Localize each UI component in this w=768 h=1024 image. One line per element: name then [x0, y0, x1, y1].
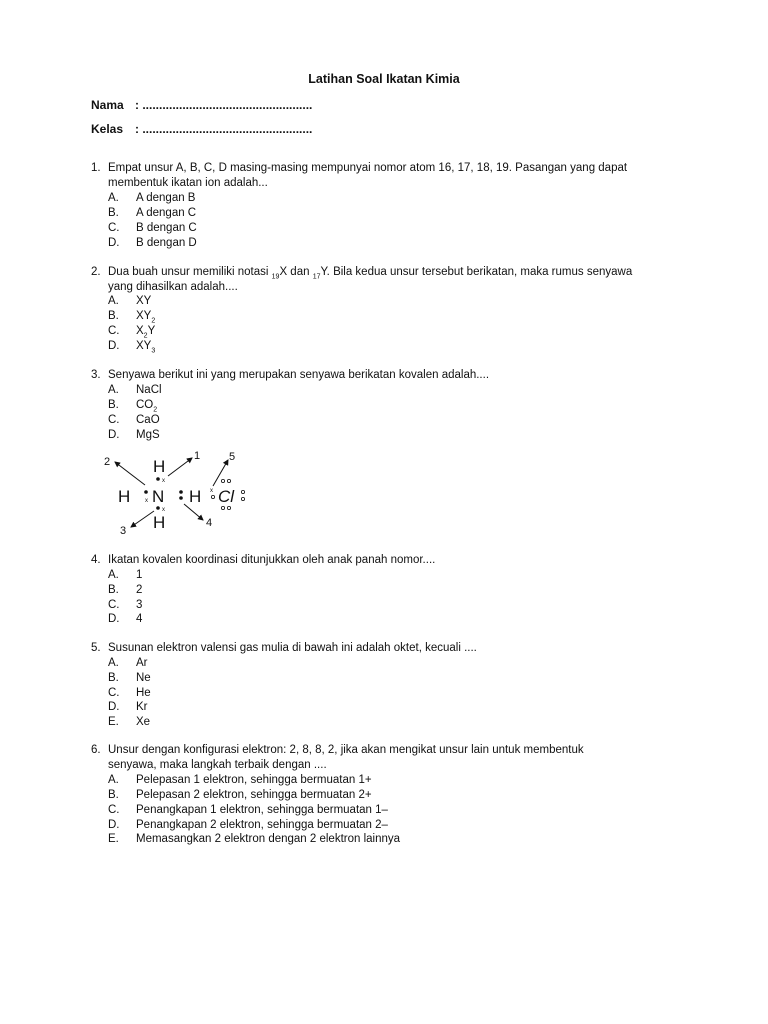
option-text: Penangkapan 1 elektron, sehingga bermuatan 1–	[136, 804, 388, 816]
question-text: Unsur dengan konfigurasi elektron: 2, 8, 8, 2, jika akan mengikat unsur lain untuk membentuk	[108, 744, 584, 756]
option-letter: B.	[108, 399, 119, 411]
option-letter: A.	[108, 295, 119, 307]
option-letter: B.	[108, 310, 119, 322]
option-text: XY	[136, 295, 152, 307]
option-text: A dengan C	[136, 207, 197, 219]
option-letter: A.	[108, 569, 119, 581]
question-text: Susunan elektron valensi gas mulia di bawah ini adalah oktet, kecuali ....	[108, 642, 477, 654]
electron-cross: x	[210, 488, 213, 494]
arrow-1	[168, 458, 192, 476]
option-text: Penangkapan 2 elektron, sehingga bermuatan 2–	[136, 819, 388, 831]
option-text: Ne	[136, 672, 151, 684]
class-field[interactable]	[91, 122, 312, 136]
option-letter: C.	[108, 222, 120, 234]
lewis-structure-figure	[100, 448, 260, 534]
electron-circle	[221, 479, 224, 482]
question-text: membentuk ikatan ion adalah...	[108, 177, 268, 189]
option-text: $XY_2$	[136, 310, 156, 325]
option-3a[interactable]	[108, 383, 162, 398]
arrow-2	[115, 462, 145, 485]
atom-h-bottom: H	[153, 513, 166, 532]
option-text: 4	[136, 613, 143, 625]
atom-n: N	[152, 487, 165, 506]
option-letter: C.	[108, 804, 120, 816]
option-letter: A.	[108, 774, 119, 786]
option-letter: B.	[108, 789, 119, 801]
option-1a[interactable]	[108, 191, 195, 206]
electron-circle	[211, 495, 214, 498]
option-text: CaO	[136, 414, 160, 426]
option-3c[interactable]	[108, 413, 160, 428]
name-label: Nama	[91, 98, 124, 112]
option-text: Kr	[136, 701, 148, 713]
arrow-label-4: 4	[206, 517, 213, 529]
option-6d[interactable]	[108, 818, 388, 833]
electron-circle	[241, 490, 244, 493]
arrow-label-2: 2	[104, 456, 111, 468]
arrow-5	[213, 460, 228, 486]
option-text: 3	[136, 599, 143, 611]
question-number: 4.	[91, 554, 101, 566]
option-letter: C.	[108, 325, 120, 337]
question-number: 6.	[91, 744, 101, 756]
option-4c[interactable]	[108, 598, 142, 613]
question-text: yang dihasilkan adalah....	[108, 281, 238, 293]
option-5d[interactable]	[108, 700, 148, 715]
question-text: Empat unsur A, B, C, D masing-masing mempunyai nomor atom 16, 17, 18, 19. Pasangan yang dapat	[108, 162, 628, 174]
question-number: 2.	[91, 266, 101, 278]
option-letter: D.	[108, 819, 120, 831]
electron-dot	[156, 506, 160, 510]
option-letter: E.	[108, 833, 119, 845]
option-text: $CO_2$	[136, 399, 158, 414]
question-number: 1.	[91, 162, 101, 174]
arrow-label-3: 3	[120, 525, 127, 534]
option-1b[interactable]	[108, 206, 196, 221]
question-text: Senyawa berikut ini yang merupakan senyawa berikatan kovalen adalah....	[108, 369, 490, 381]
electron-circle	[241, 497, 244, 500]
option-6c[interactable]	[108, 803, 388, 818]
option-3b[interactable]	[108, 398, 157, 413]
electron-cross: x	[145, 498, 148, 504]
option-text: B dengan C	[136, 222, 197, 234]
option-1c[interactable]	[108, 221, 197, 236]
option-text: B dengan D	[136, 237, 197, 249]
option-2b[interactable]	[108, 309, 155, 324]
option-text: NaCl	[136, 384, 162, 396]
arrow-label-5: 5	[229, 451, 236, 463]
option-5e[interactable]	[108, 715, 150, 730]
option-4a[interactable]	[108, 568, 142, 583]
electron-dot	[179, 490, 183, 494]
option-2a[interactable]	[108, 294, 151, 309]
arrow-label-1: 1	[194, 450, 201, 462]
electron-circle	[221, 506, 224, 509]
option-letter: B.	[108, 672, 119, 684]
atom-h-middle: H	[189, 487, 202, 506]
option-letter: D.	[108, 429, 120, 441]
question-text: Ikatan kovalen koordinasi ditunjukkan oleh anak panah nomor....	[108, 554, 436, 566]
option-6b[interactable]	[108, 788, 372, 803]
question-number: 3.	[91, 369, 101, 381]
option-text: A dengan B	[136, 192, 196, 204]
option-4b[interactable]	[108, 583, 142, 598]
name-field[interactable]	[91, 98, 312, 112]
option-text: Pelepasan 2 elektron, sehingga bermuatan 2+	[136, 789, 372, 801]
option-letter: D.	[108, 237, 120, 249]
option-1d[interactable]	[108, 236, 197, 251]
electron-dot	[156, 477, 160, 481]
option-letter: C.	[108, 687, 120, 699]
electron-dot	[179, 496, 183, 500]
option-text: MgS	[136, 429, 160, 441]
electron-cross: x	[162, 478, 165, 484]
option-letter: D.	[108, 701, 120, 713]
option-text: Xe	[136, 716, 151, 728]
option-text: Pelepasan 1 elektron, sehingga bermuatan 1+	[136, 774, 372, 786]
option-letter: A.	[108, 657, 119, 669]
option-5a[interactable]	[108, 656, 148, 671]
option-5b[interactable]	[108, 671, 151, 686]
option-letter: C.	[108, 414, 120, 426]
option-3d[interactable]	[108, 428, 160, 443]
atom-cl: Cl	[218, 487, 235, 506]
option-text: 1	[136, 569, 143, 581]
option-5c[interactable]	[108, 686, 151, 701]
option-letter: A.	[108, 384, 119, 396]
electron-cross: x	[162, 507, 165, 513]
option-6a[interactable]	[108, 773, 372, 788]
option-letter: E.	[108, 716, 119, 728]
option-letter: D.	[108, 340, 120, 352]
option-2c[interactable]	[108, 324, 155, 339]
question-text: senyawa, maka langkah terbaik dengan ....	[108, 759, 327, 771]
class-label: Kelas	[91, 122, 124, 136]
electron-circle	[227, 506, 230, 509]
option-text: $X_2Y$	[136, 325, 156, 340]
option-letter: C.	[108, 599, 120, 611]
question-text: Dua buah unsur memiliki notasi $_{19}$X dan $_{17}$Y. Bila kedua unsur tersebut berikatan, maka rumus senyawa	[108, 266, 633, 281]
electron-dot	[144, 490, 148, 494]
class-blank[interactable]: : ...................................................	[135, 122, 313, 136]
option-letter: A.	[108, 192, 119, 204]
electron-circle	[227, 479, 230, 482]
atom-h-top: H	[153, 457, 166, 476]
option-text: He	[136, 687, 151, 699]
page-title: Latihan Soal Ikatan Kimia	[308, 72, 460, 86]
name-blank[interactable]: : ...................................................	[135, 98, 313, 112]
option-6e[interactable]	[108, 832, 400, 847]
arrow-4	[184, 504, 203, 520]
arrow-3	[131, 511, 154, 527]
option-letter: B.	[108, 207, 119, 219]
question-number: 5.	[91, 642, 101, 654]
atom-h-left: H	[118, 487, 131, 506]
option-4d[interactable]	[108, 612, 142, 627]
option-letter: D.	[108, 613, 120, 625]
option-text: Memasangkan 2 elektron dengan 2 elektron lainnya	[136, 833, 401, 845]
option-text: Ar	[136, 657, 148, 669]
option-2d[interactable]	[108, 339, 155, 354]
option-text: $XY_3$	[136, 340, 156, 355]
option-letter: B.	[108, 584, 119, 596]
option-text: 2	[136, 584, 143, 596]
